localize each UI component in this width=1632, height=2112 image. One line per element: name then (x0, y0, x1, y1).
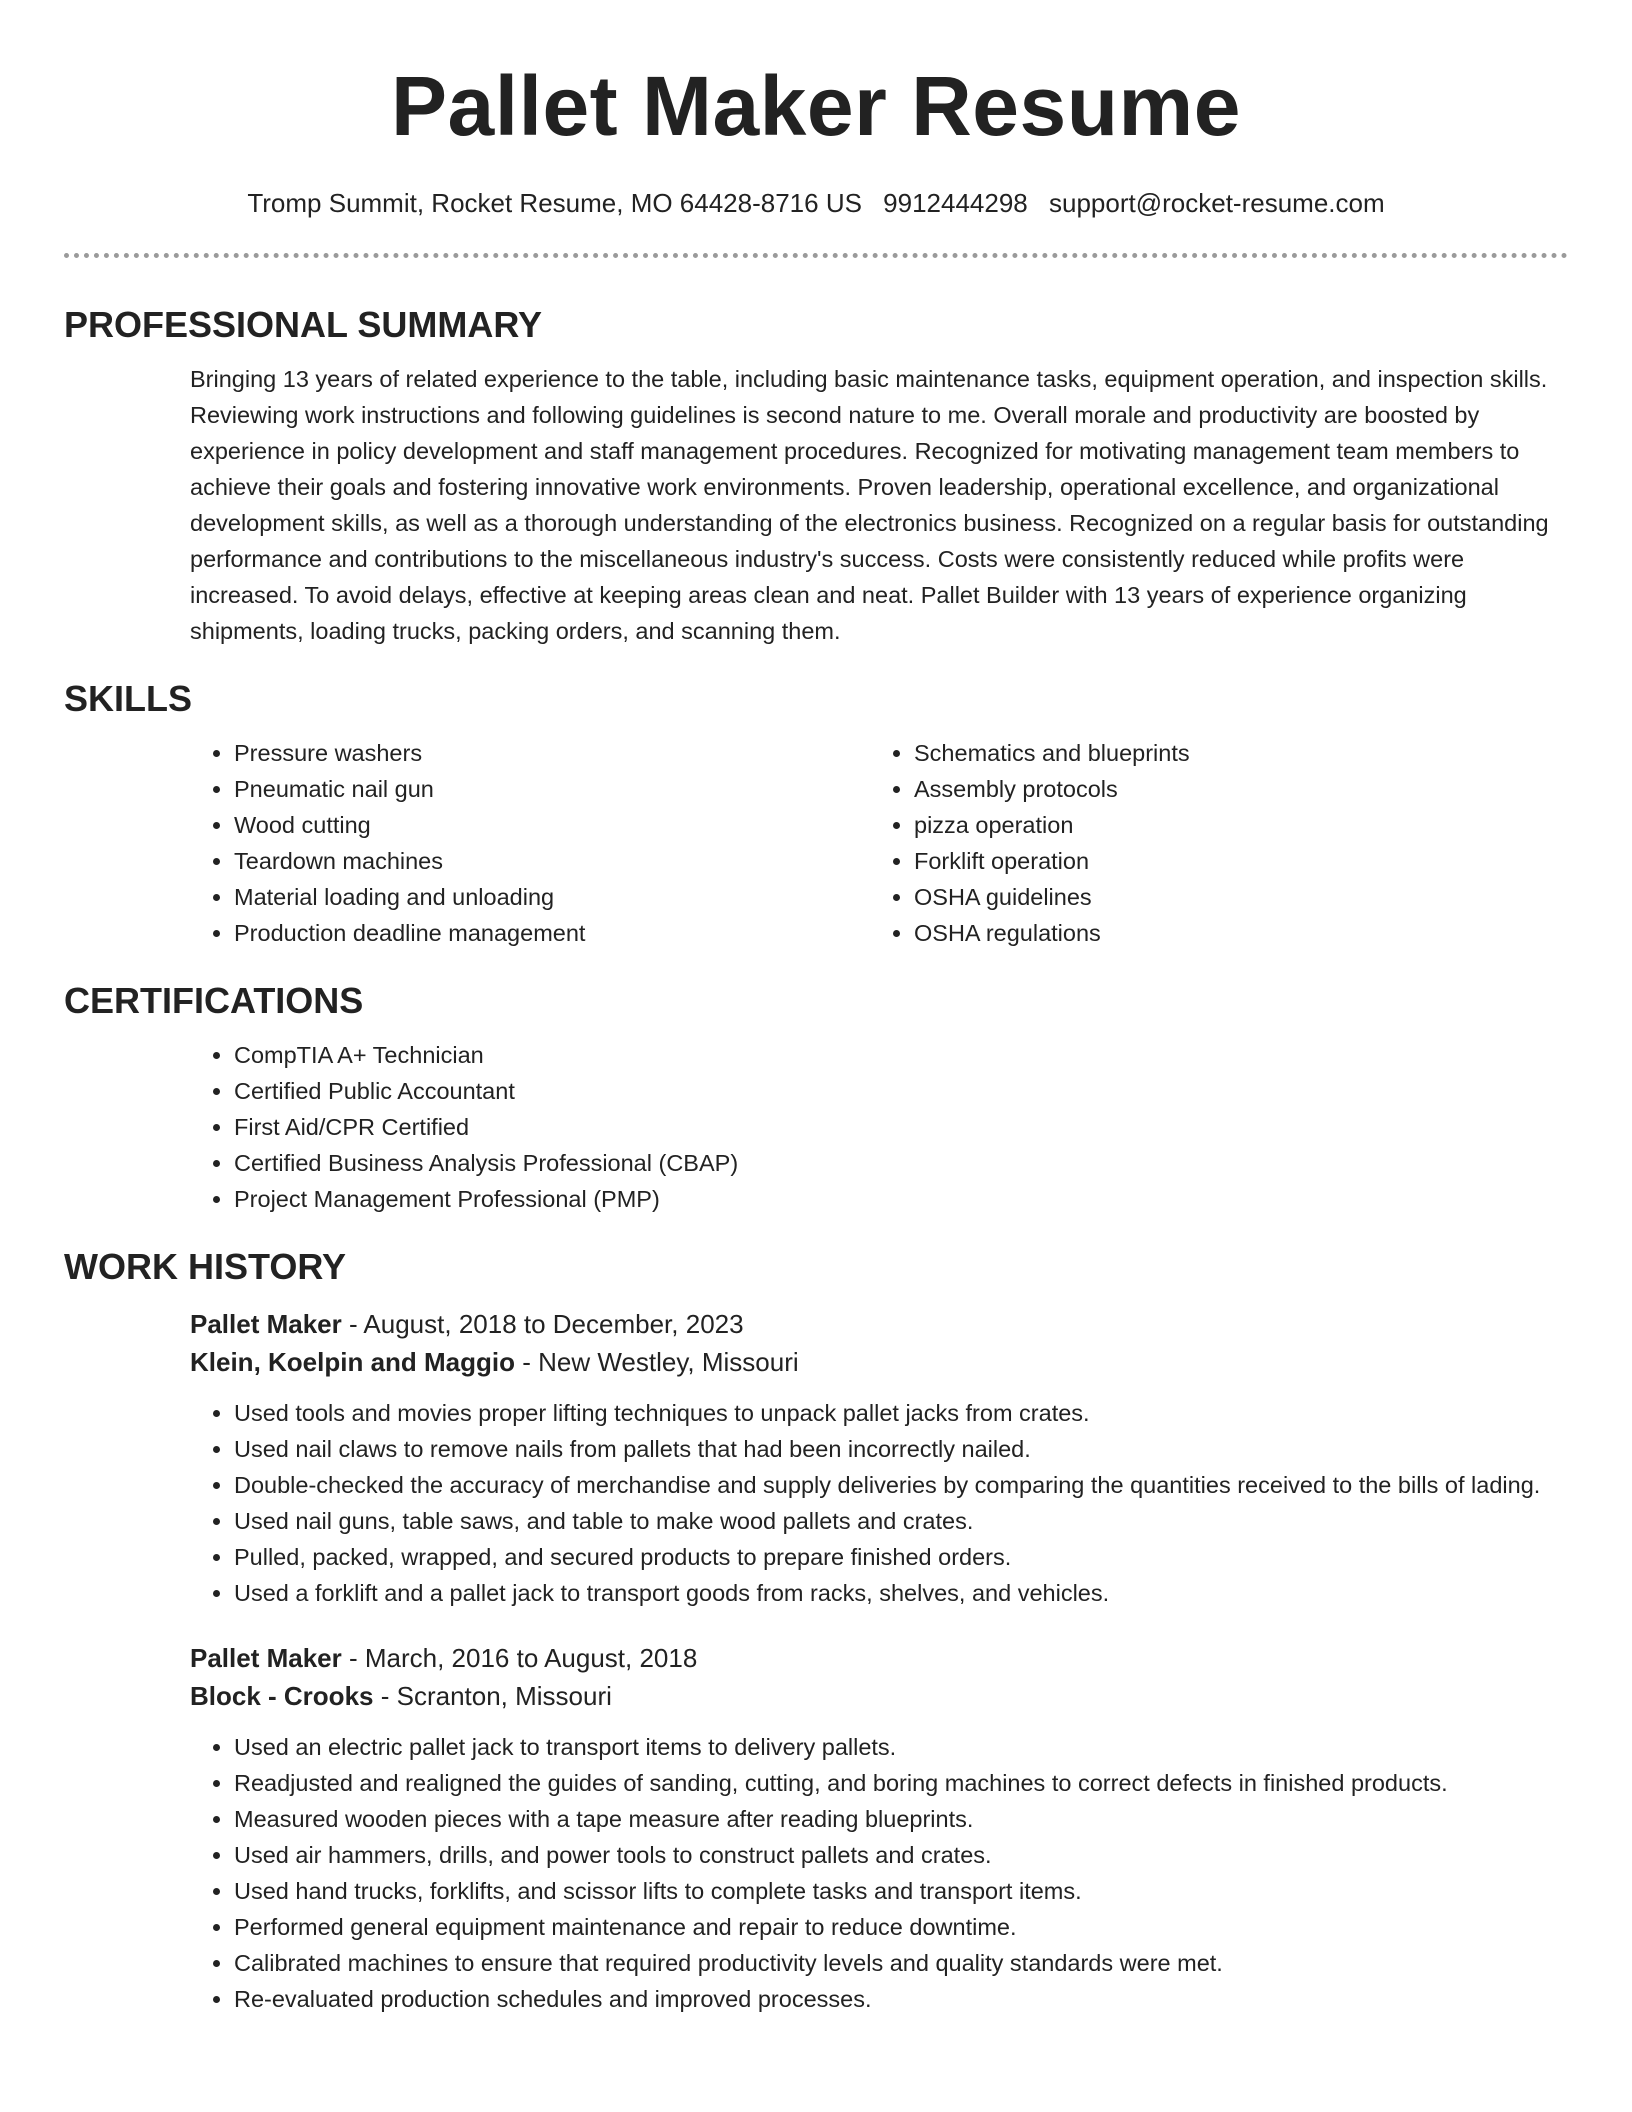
certifications-list (190, 1037, 1568, 1217)
job-duties (190, 1729, 1568, 2017)
skill-item: • Wood cutting (234, 807, 870, 843)
job-company: Klein, Koelpin and Maggio (190, 1347, 515, 1377)
job-duty: • Used tools and movies proper lifting techniques to unpack pallet jacks from crates. (234, 1395, 1568, 1431)
job-duty: • Re-evaluated production schedules and improved processes. (234, 1981, 1568, 2017)
contact-line (64, 186, 1568, 220)
job-entry (190, 1305, 1568, 1611)
job-company: Block - Crooks (190, 1681, 374, 1711)
skill-item: • pizza operation (914, 807, 1550, 843)
job-title-line (190, 1305, 1568, 1343)
skill-item: • OSHA guidelines (914, 879, 1550, 915)
skill-item: • Pneumatic nail gun (234, 771, 870, 807)
skill-item: • Material loading and unloading (234, 879, 870, 915)
job-duty: • Double-checked the accuracy of merchandise and supply deliveries by comparing the quantities received to the bills of lading. (234, 1467, 1568, 1503)
work-history-heading: WORK HISTORY (64, 1246, 347, 1287)
skill-item: • Forklift operation (914, 843, 1550, 879)
job-duty: • Pulled, packed, wrapped, and secured products to prepare finished orders. (234, 1539, 1568, 1575)
job-company-line (190, 1343, 1568, 1381)
job-duty: • Used nail guns, table saws, and table to make wood pallets and crates. (234, 1503, 1568, 1539)
job-duty: • Calibrated machines to ensure that required productivity levels and quality standards were met. (234, 1945, 1568, 1981)
summary-heading: PROFESSIONAL SUMMARY (64, 304, 543, 345)
certification-item: • First Aid/CPR Certified (234, 1109, 1568, 1145)
skill-item: • Assembly protocols (914, 771, 1550, 807)
skills-list (190, 735, 1568, 951)
contact-address: Tromp Summit, Rocket Resume, MO 64428-8716 US (247, 188, 862, 218)
job-duty: • Readjusted and realigned the guides of sanding, cutting, and boring machines to correct defects in finished products. (234, 1765, 1568, 1801)
job-dates: - August, 2018 to December, 2023 (341, 1309, 744, 1339)
job-location: - New Westley, Missouri (515, 1347, 799, 1377)
skill-item: • Pressure washers (234, 735, 870, 771)
header-divider (64, 253, 1568, 258)
certification-item: • Certified Public Accountant (234, 1073, 1568, 1109)
job-company-line (190, 1677, 1568, 1715)
skills-column-right (870, 735, 1550, 951)
contact-phone: 9912444298 (883, 188, 1028, 218)
job-duty: • Used nail claws to remove nails from pallets that had been incorrectly nailed. (234, 1431, 1568, 1467)
job-location: - Scranton, Missouri (373, 1681, 612, 1711)
job-duty: • Used air hammers, drills, and power tools to construct pallets and crates. (234, 1837, 1568, 1873)
job-duty: • Used a forklift and a pallet jack to transport goods from racks, shelves, and vehicles. (234, 1575, 1568, 1611)
skill-item: • Teardown machines (234, 843, 870, 879)
job-title: Pallet Maker (190, 1643, 342, 1673)
certification-item: • Project Management Professional (PMP) (234, 1181, 1568, 1217)
skill-item: • Schematics and blueprints (914, 735, 1550, 771)
skill-item: • OSHA regulations (914, 915, 1550, 951)
job-title: Pallet Maker (190, 1309, 342, 1339)
certification-item: • Certified Business Analysis Professional (CBAP) (234, 1145, 1568, 1181)
job-duty: • Performed general equipment maintenance and repair to reduce downtime. (234, 1909, 1568, 1945)
job-duty: • Used an electric pallet jack to transport items to delivery pallets. (234, 1729, 1568, 1765)
job-duty: • Measured wooden pieces with a tape measure after reading blueprints. (234, 1801, 1568, 1837)
summary-text: Bringing 13 years of related experience to the table, including basic maintenance tasks, equipment operation, and inspection skills. Reviewing work instructions and following guidelines is second nature to me. Overall morale and productivity are boosted by experience in policy development and staff management procedures. Recognized for motivating management team members to achieve their goals and fostering innovative work environments. Proven leadership, operational excellence, and organizational development skills, as well as a thorough understanding of the electronics business. Recognized on a regular basis for outstanding performance and contributions to the miscellaneous industry's success. Costs were consistently reduced while profits were increased. To avoid delays, effective at keeping areas clean and neat. Pallet Builder with 13 years of experience organizing shipments, loading trucks, packing orders, and scanning them. (190, 366, 1549, 644)
job-duty: • Used hand trucks, forklifts, and scissor lifts to complete tasks and transport items. (234, 1873, 1568, 1909)
contact-email: support@rocket-resume.com (1049, 188, 1385, 218)
job-duties (190, 1395, 1568, 1611)
certifications-heading: CERTIFICATIONS (64, 980, 364, 1021)
skills-heading: SKILLS (64, 678, 193, 719)
job-title-line (190, 1639, 1568, 1677)
resume-title: Pallet Maker Resume (391, 59, 1241, 153)
certification-item: • CompTIA A+ Technician (234, 1037, 1568, 1073)
skills-column-left (190, 735, 870, 951)
job-entry (190, 1639, 1568, 2017)
job-dates: - March, 2016 to August, 2018 (341, 1643, 698, 1673)
skill-item: • Production deadline management (234, 915, 870, 951)
